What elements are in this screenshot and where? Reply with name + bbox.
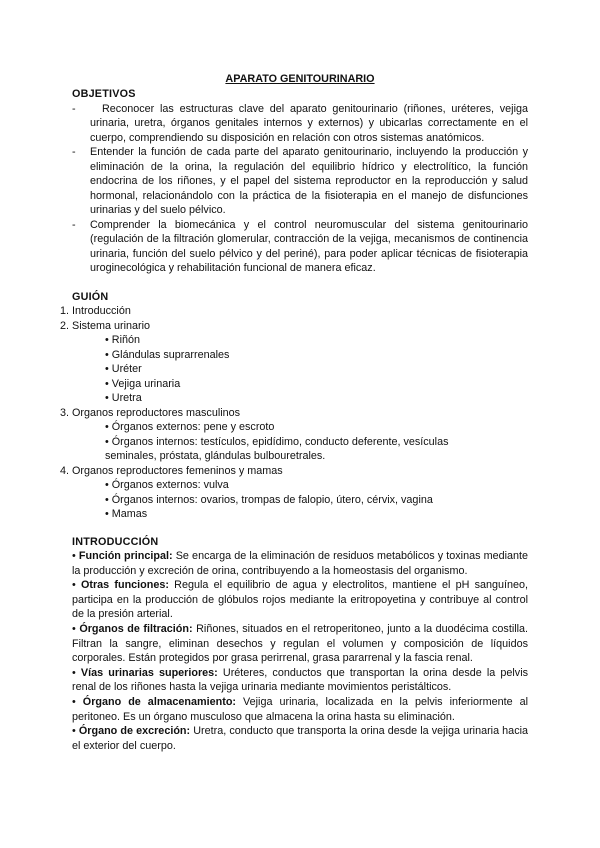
bullet-marker: •: [72, 666, 76, 679]
guion-sub-item: • Uréter: [105, 363, 142, 375]
guion-heading: GUIÓN: [72, 290, 109, 303]
introduccion-text: Uretra, conducto que transporta la orina desde la vejiga urinaria hacia el exterior del cuerpo.: [72, 725, 528, 752]
introduccion-term: Órgano de excreción:: [78, 725, 191, 738]
dash-marker: -: [72, 102, 76, 115]
introduccion-text: Vejiga urinaria, localizada en la pelvis inferiormente al peritoneo. Es un órgano musculoso que almacena la orina hasta su eliminación.: [72, 695, 529, 723]
guion-sub-item: • Órganos internos: testículos, epidídimo, conducto deferente, vesículas: [105, 435, 449, 448]
introduccion-item: [72, 695, 528, 724]
introduccion-section: [72, 535, 528, 754]
objetivo-text: Comprender la biomecánica y el control neuromuscular del sistema genitourinario (regulación de la filtración glomerular, contracción de la vejiga, mecanismos de continencia urinaria, función del suelo pélvico y del periné), para poder aplicar técnicas de fisioterapia uroginecológica y rehabilitación funcional de manera eficaz.: [90, 218, 528, 274]
introduccion-item: [72, 724, 528, 753]
bullet-marker: •: [72, 622, 76, 635]
objetivo-text: Reconocer las estructuras clave del aparato genitourinario (riñones, uréteres, vejiga urinaria, uretra, órganos genitales internos y externos) y ubicarlas correctamente en el cuerpo, comprendiendo su disposición en relación con otros sistemas anatómicos.: [90, 102, 528, 144]
guion-sub-item: • Riñón: [105, 334, 140, 346]
objetivo-item: [72, 102, 528, 146]
introduccion-text: Se encarga de la eliminación de residuos metabólicos y toxinas mediante la producción y excreción de orina, contribuyendo a la homeostasis del organismo.: [72, 550, 529, 577]
introduccion-item: [72, 622, 528, 666]
introduccion-text: Uréteres, conductos que transportan la orina desde la pelvis renal de los riñones hasta la vejiga urinaria mediante movimientos peristálticos.: [72, 666, 528, 694]
dash-marker: -: [72, 218, 76, 231]
guion-section-item: 4. Organos reproductores femeninos y mamas: [60, 464, 283, 477]
introduccion-term: Función principal:: [78, 550, 173, 562]
introduccion-item: [72, 666, 528, 695]
introduccion-text: Riñones, situados en el retroperitoneo, junto a la duodécima costilla. Filtran la sangre, eliminan desechos y regulan el volumen y composición de líquidos corporales. Están protegidos por grasa perirrenal, grasa pararrenal y la fascia renal.: [72, 622, 529, 665]
guion-sub-item: • Vejiga urinaria: [105, 377, 181, 390]
guion-section-item: 1. Introducción: [60, 305, 131, 317]
guion-section-item: 3. Organos reproductores masculinos: [60, 406, 241, 419]
objetivos-heading: OBJETIVOS: [72, 88, 136, 100]
introduccion-term: Órgano de almacenamiento:: [82, 695, 237, 708]
introduccion-term: Vías urinarias superiores:: [80, 666, 218, 679]
introduccion-list: [72, 549, 528, 753]
document-title: APARATO GENITOURINARIO: [225, 73, 375, 85]
bullet-marker: •: [72, 695, 76, 708]
introduccion-text: Regula el equilibrio de agua y electrolitos, mantiene el pH sanguíneo, participa en la producción de glóbulos rojos mediante la eritropoyetina y contribuye al control de la presión arterial.: [72, 579, 529, 621]
guion-sub-item: • Glándulas suprarrenales: [105, 348, 230, 361]
guion-sub-item: • Uretra: [105, 392, 142, 404]
objetivo-item: [72, 145, 528, 218]
guion-sub-item: • Órganos externos: vulva: [105, 479, 229, 491]
document-page: [60, 72, 529, 753]
introduccion-term: Órganos de filtración:: [79, 622, 193, 635]
objetivo-item: [72, 218, 528, 276]
objetivo-text: Entender la función de cada parte del aparato genitourinario, incluyendo la producción y eliminación de la orina, la regulación del equilibrio hídrico y electrolítico, la función endocrina de los riñones, y el papel del sistema reproductor en la reproducción y salud hormonal, relacionándolo con la práctica de la fisioterapia en el manejo de disfunciones urinarias y del suelo pélvico.: [90, 146, 528, 216]
bullet-marker: •: [72, 725, 76, 738]
guion-sub-item: • Órganos externos: pene y escroto: [105, 421, 275, 433]
bullet-marker: •: [72, 579, 76, 592]
introduccion-item: [72, 549, 528, 578]
introduccion-term: Otras funciones:: [80, 579, 169, 592]
objetivos-list: [72, 102, 528, 276]
guion-section-item: 2. Sistema urinario: [60, 319, 151, 332]
introduccion-heading: INTRODUCCIÓN: [72, 535, 159, 548]
guion-section: [60, 290, 528, 522]
guion-sub-item: • Órganos internos: ovarios, trompas de falopio, útero, cérvix, vagina: [105, 493, 433, 506]
dash-marker: -: [72, 146, 76, 158]
guion-list: [60, 304, 528, 522]
guion-sub-item: • Mamas: [105, 508, 148, 520]
bullet-marker: •: [72, 550, 76, 562]
introduccion-item: [72, 578, 528, 622]
guion-sub-item: seminales, próstata, glándulas bulbouretrales.: [105, 450, 326, 462]
